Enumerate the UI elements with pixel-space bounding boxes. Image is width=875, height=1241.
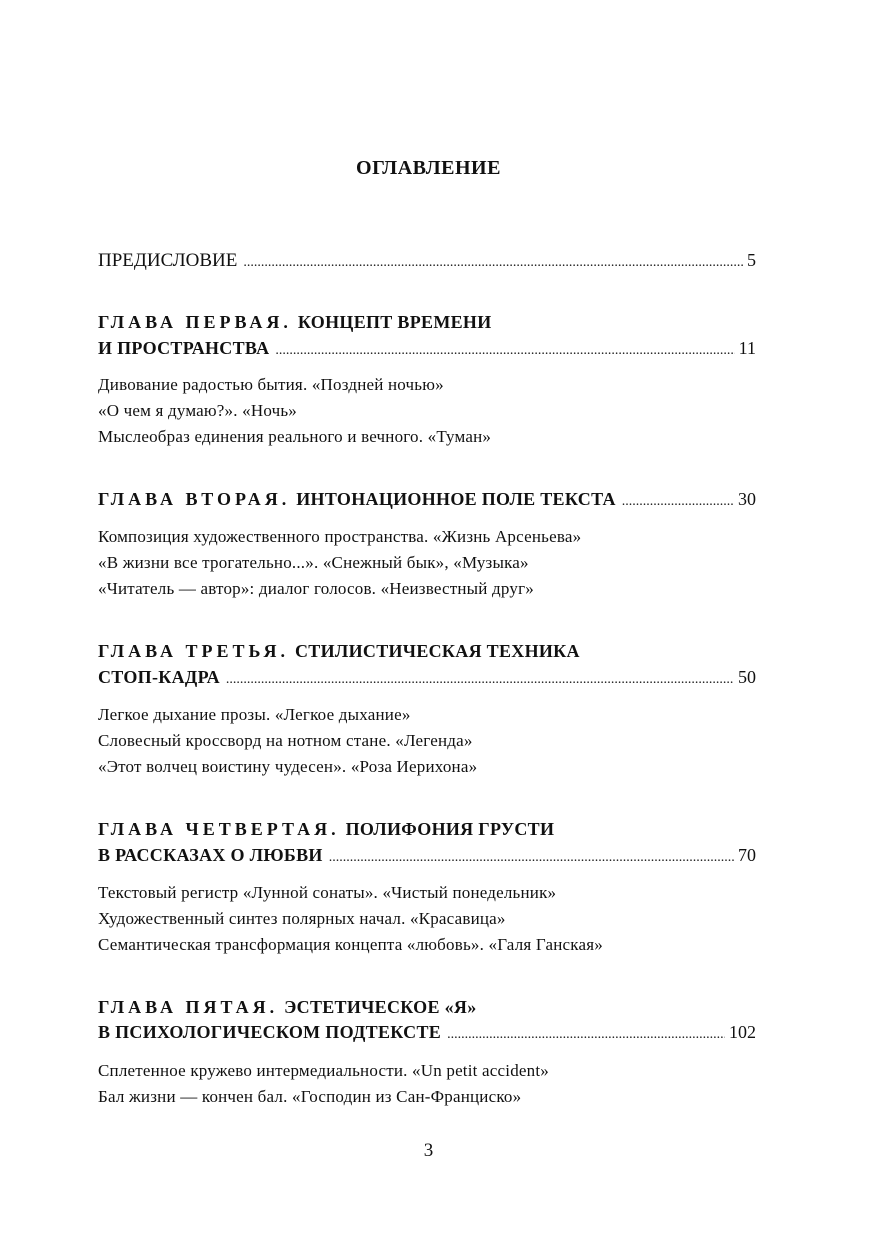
toc-entry-title: ПРЕДИСЛОВИЕ — [98, 250, 238, 271]
leader-dots — [329, 851, 734, 865]
chapter-title-line1: ЭСТЕТИЧЕСКОЕ «Я» — [284, 997, 477, 1017]
chapter-title-line1: КОНЦЕПТ ВРЕМЕНИ — [297, 312, 492, 332]
chapter-label: ГЛАВА ТРЕТЬЯ. — [98, 641, 289, 661]
chapter-5-heading[interactable] — [98, 997, 477, 1018]
chapter-3-heading[interactable] — [98, 641, 580, 662]
section-item[interactable]: Легкое дыхание прозы. «Легкое дыхание» — [98, 705, 411, 724]
chapter-5-title-line[interactable] — [98, 1022, 756, 1043]
section-item[interactable]: Текстовый регистр «Лунной сонаты». «Чистый понедельник» — [98, 883, 557, 902]
chapter-1-heading[interactable] — [98, 312, 492, 333]
toc-page-number: 11 — [738, 338, 756, 358]
chapter-4-heading[interactable] — [98, 819, 554, 840]
section-item[interactable]: Композиция художественного пространства. «Жизнь Арсеньева» — [98, 527, 582, 546]
chapter-label: ГЛАВА ПЯТАЯ. — [98, 997, 279, 1017]
toc-entry-preface[interactable] — [98, 250, 756, 272]
section-item[interactable]: Бал жизни — кончен бал. «Господин из Сан-Франциско» — [98, 1087, 522, 1106]
toc-page-number: 50 — [738, 667, 756, 687]
chapter-3-title-line[interactable] — [98, 667, 756, 688]
leader-dots — [447, 1028, 725, 1042]
chapter-label: ГЛАВА ВТОРАЯ. — [98, 489, 291, 509]
page-title: ОГЛАВЛЕНИЕ — [356, 157, 501, 179]
chapter-1-title-line[interactable] — [98, 338, 756, 359]
section-item[interactable]: Дивование радостью бытия. «Поздней ночью» — [98, 375, 444, 394]
toc-page-number: 102 — [729, 1022, 756, 1042]
chapter-2-heading[interactable] — [98, 489, 756, 510]
chapter-title-line1: ИНТОНАЦИОННОЕ ПОЛЕ ТЕКСТА — [296, 489, 616, 509]
chapter-title-line1: ПОЛИФОНИЯ ГРУСТИ — [345, 819, 555, 839]
leader-dots — [622, 495, 734, 509]
leader-dots — [226, 673, 734, 687]
leader-dots — [275, 344, 734, 358]
chapter-title-line2: СТОП-КАДРА — [98, 667, 220, 687]
section-item[interactable]: «О чем я думаю?». «Ночь» — [98, 401, 297, 420]
chapter-label: ГЛАВА ПЕРВАЯ. — [98, 312, 292, 332]
section-item[interactable]: «Этот волчец воистину чудесен». «Роза Иерихона» — [98, 757, 478, 776]
chapter-heading-text — [98, 489, 616, 510]
page-number: 3 — [423, 1140, 434, 1161]
section-item[interactable]: Художественный синтез полярных начал. «Красавица» — [98, 909, 506, 928]
chapter-title-line2: И ПРОСТРАНСТВА — [98, 338, 270, 358]
chapter-title-line2: В РАССКАЗАХ О ЛЮБВИ — [98, 845, 323, 865]
chapter-title-line1: СТИЛИСТИЧЕСКАЯ ТЕХНИКА — [294, 641, 580, 661]
leader-dots — [243, 256, 743, 270]
section-item[interactable]: Словесный кроссворд на нотном стане. «Легенда» — [98, 731, 473, 750]
toc-page-number: 70 — [738, 845, 756, 865]
chapter-4-title-line[interactable] — [98, 845, 756, 866]
section-item[interactable]: «В жизни все трогательно...». «Снежный бык», «Музыка» — [98, 553, 529, 572]
toc-page-number: 30 — [738, 489, 756, 509]
section-item[interactable]: Мыслеобраз единения реального и вечного. «Туман» — [98, 427, 492, 446]
chapter-title-line2: В ПСИХОЛОГИЧЕСКОМ ПОДТЕКСТЕ — [98, 1022, 442, 1042]
section-item[interactable]: Сплетенное кружево интермедиальности. «Un petit accident» — [98, 1061, 549, 1080]
section-item[interactable]: Семантическая трансформация концепта «любовь». «Галя Ганская» — [98, 935, 603, 954]
toc-page-number: 5 — [747, 250, 756, 270]
section-item[interactable]: «Читатель — автор»: диалог голосов. «Неизвестный друг» — [98, 579, 534, 598]
chapter-label: ГЛАВА ЧЕТВЕРТАЯ. — [98, 819, 340, 839]
